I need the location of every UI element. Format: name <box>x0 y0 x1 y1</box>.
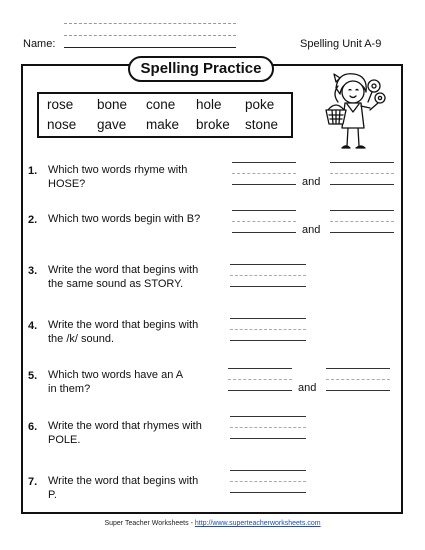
answer-line[interactable] <box>230 492 306 493</box>
footer-site: Super Teacher Worksheets <box>104 520 189 527</box>
and-label: and <box>302 176 321 188</box>
question-number: 7. <box>28 476 38 488</box>
question-text-line: the /k/ sound. <box>48 333 115 345</box>
question-text-line: Which two words rhyme with <box>48 164 188 176</box>
answer-guide-line <box>230 275 306 276</box>
question-number: 4. <box>28 320 38 332</box>
answer-line[interactable] <box>330 232 394 233</box>
answer-line[interactable] <box>228 368 292 369</box>
word-bank-item: make <box>146 117 180 132</box>
answer-line[interactable] <box>330 184 394 185</box>
answer-guide-line <box>326 379 390 380</box>
answer-line[interactable] <box>232 184 296 185</box>
answer-line[interactable] <box>232 162 296 163</box>
word-bank-item: nose <box>47 117 77 132</box>
name-field[interactable] <box>64 47 236 48</box>
answer-guide-line <box>330 221 394 222</box>
answer-line[interactable] <box>330 162 394 163</box>
unit-label: Spelling Unit A-9 <box>300 38 382 50</box>
answer-line[interactable] <box>228 390 292 391</box>
footer <box>0 520 425 527</box>
answer-guide-line <box>230 427 306 428</box>
answer-line[interactable] <box>326 368 390 369</box>
footer-separator: - <box>188 520 195 527</box>
question-text <box>48 419 228 447</box>
answer-guide-line <box>330 173 394 174</box>
question-number: 1. <box>28 165 38 177</box>
word-bank-item: rose <box>47 97 74 112</box>
word-bank-item: poke <box>245 97 275 112</box>
question-text-line: P. <box>48 489 57 501</box>
question-text <box>48 368 228 396</box>
answer-line[interactable] <box>326 390 390 391</box>
question-text <box>48 263 228 291</box>
and-label: and <box>302 224 321 236</box>
question-text-line: the same sound as STORY. <box>48 278 184 290</box>
question-text-line: Write the word that begins with <box>48 264 199 276</box>
question-number: 3. <box>28 265 38 277</box>
answer-line[interactable] <box>330 210 394 211</box>
word-bank-item: cone <box>146 97 176 112</box>
answer-line[interactable] <box>232 210 296 211</box>
question-text <box>48 163 228 191</box>
question-text-line: Which two words have an A <box>48 369 184 381</box>
question-text-line: in them? <box>48 383 91 395</box>
question-text-line: POLE. <box>48 434 81 446</box>
question-number: 6. <box>28 421 38 433</box>
question-text <box>48 474 228 502</box>
answer-line[interactable] <box>230 318 306 319</box>
question-text <box>48 212 228 226</box>
answer-guide-line <box>228 379 292 380</box>
question-text-line: HOSE? <box>48 178 86 190</box>
answer-line[interactable] <box>232 232 296 233</box>
answer-guide-line <box>230 329 306 330</box>
name-guide-line <box>64 23 236 24</box>
question-text <box>48 318 228 346</box>
answer-line[interactable] <box>230 286 306 287</box>
question-text-line: Write the word that begins with <box>48 319 199 331</box>
answer-line[interactable] <box>230 416 306 417</box>
answer-guide-line <box>232 173 296 174</box>
and-label: and <box>298 382 317 394</box>
footer-link[interactable]: http://www.superteacherworksheets.com <box>194 520 321 527</box>
question-text-line: Which two words begin with B? <box>48 213 201 225</box>
page-title: Spelling Practice <box>128 56 274 82</box>
word-bank-item: gave <box>97 117 127 132</box>
word-bank <box>37 92 293 138</box>
question-text-line: Write the word that rhymes with <box>48 420 202 432</box>
answer-line[interactable] <box>230 264 306 265</box>
answer-line[interactable] <box>230 470 306 471</box>
word-bank-item: stone <box>245 117 279 132</box>
answer-guide-line <box>232 221 296 222</box>
question-number: 2. <box>28 214 38 226</box>
answer-line[interactable] <box>230 438 306 439</box>
word-bank-item: hole <box>196 97 222 112</box>
name-label: Name: <box>23 38 56 50</box>
name-guide-line <box>64 35 236 36</box>
question-text-line: Write the word that begins with <box>48 475 199 487</box>
word-bank-item: broke <box>196 117 230 132</box>
word-bank-item: bone <box>97 97 128 112</box>
question-number: 5. <box>28 370 38 382</box>
answer-guide-line <box>230 481 306 482</box>
girl-with-flower-basket-icon <box>318 68 388 160</box>
answer-line[interactable] <box>230 340 306 341</box>
